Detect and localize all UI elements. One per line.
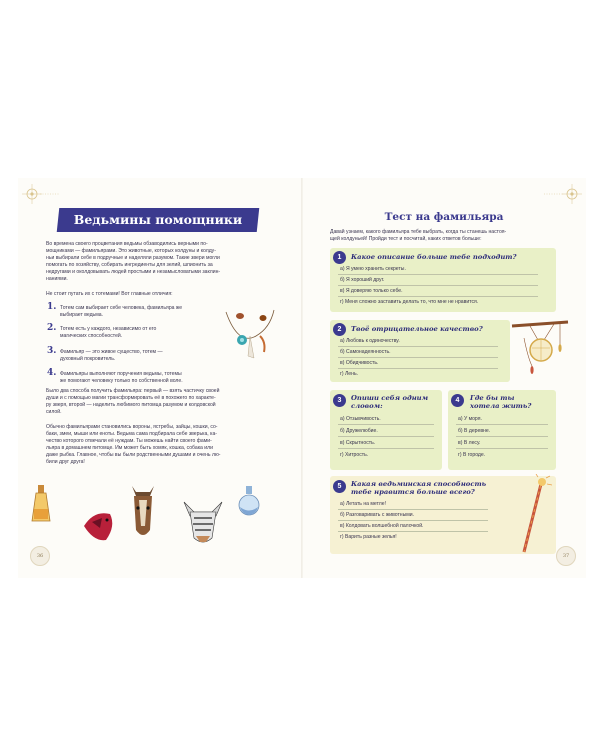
answer-option[interactable]: б) Самонадеянность. bbox=[340, 349, 391, 355]
answer-option[interactable]: в) Скрытность. bbox=[340, 440, 376, 446]
question-number: 5 bbox=[333, 480, 346, 493]
text-line: Тотем есть у каждого, независимо от его bbox=[60, 326, 157, 332]
text-line: Какая ведьминская способность bbox=[351, 480, 487, 488]
answer-option[interactable]: б) Дружелюбие. bbox=[340, 428, 378, 434]
divider bbox=[456, 448, 548, 449]
amulet-illustration bbox=[218, 306, 280, 364]
answer-option[interactable]: б) В деревне. bbox=[458, 428, 491, 434]
left-intro bbox=[46, 241, 286, 284]
text-line: хотела жить? bbox=[470, 402, 532, 410]
text-line: души и с помощью магии трансформировать её в похожего по характе- bbox=[46, 395, 216, 402]
answer-option[interactable]: а) Отзывчивость. bbox=[340, 416, 381, 422]
text-line: баки, змеи, мыши или еноты. Ведьма сама подбирала себе зверька, ка- bbox=[46, 431, 217, 438]
diff-number: 1. bbox=[47, 302, 57, 312]
divider bbox=[338, 448, 434, 449]
text-line: Тотем сам выбирает себе человека, фамильяра же bbox=[60, 305, 183, 311]
divider bbox=[338, 424, 434, 425]
left-page bbox=[18, 178, 302, 578]
question-number: 1 bbox=[333, 251, 346, 264]
answer-option[interactable]: в) Обидчивость. bbox=[340, 360, 379, 366]
text-line: льяра в домашнем питомце. Им может быть хомяк, кошка, собака или bbox=[46, 445, 213, 452]
text-line: даже рыбка. Главное, чтобы вы были родственными душами и очень лю- bbox=[46, 452, 221, 459]
dreamcatcher-illustration bbox=[510, 318, 570, 382]
text-line: Опиши себя одним bbox=[351, 394, 429, 402]
question-title: Твоё отрицательное качество? bbox=[351, 325, 483, 333]
divider bbox=[338, 357, 498, 358]
answer-option[interactable]: г) Меня сложно заставить делать то, что мне не нравится. bbox=[340, 299, 479, 305]
divider bbox=[338, 520, 488, 521]
book-spread bbox=[18, 178, 586, 578]
text-line: недругами и околдовывать людей простыми и незамысловатыми заклин- bbox=[46, 269, 221, 276]
answer-option[interactable]: в) Колдовать волшебной палочкой. bbox=[340, 523, 424, 529]
left-page-number: 36 bbox=[30, 546, 50, 566]
star-ornament-icon bbox=[22, 180, 62, 220]
answer-option[interactable]: а) Любовь к одиночеству. bbox=[340, 338, 400, 344]
text-line: же помогают человеку только по собственной воле. bbox=[60, 378, 183, 385]
text-line: Было два способа получить фамильяра: первый — взять частичку своей bbox=[46, 388, 220, 394]
divider bbox=[338, 436, 434, 437]
question-title bbox=[470, 394, 554, 410]
right-title: Тест на фамильяра bbox=[384, 211, 504, 223]
answer-option[interactable]: а) Я умею хранить секреты. bbox=[340, 266, 406, 272]
text-line: Обычно фамильярами становились вороны, ястребы, зайцы, кошки, со- bbox=[46, 424, 218, 430]
divider bbox=[456, 436, 548, 437]
question-title bbox=[351, 480, 521, 496]
divider bbox=[338, 285, 538, 286]
zebra-mask-icon bbox=[178, 496, 228, 546]
text-line: словом: bbox=[351, 402, 383, 410]
divider bbox=[338, 368, 498, 369]
diff-number: 4. bbox=[47, 368, 57, 378]
text-line: выбирает ведьма. bbox=[60, 312, 103, 319]
text-line: духовный покровитель. bbox=[60, 356, 116, 363]
potion-bottle-icon bbox=[30, 483, 52, 525]
text-line: щей колдуньей! Пройди тест и посчитай, каких ответов больше: bbox=[330, 236, 482, 243]
left-title: Ведьмины помощники bbox=[73, 212, 243, 227]
question-title bbox=[351, 394, 441, 410]
text-line: били друг друга! bbox=[46, 459, 85, 466]
divider bbox=[338, 531, 488, 532]
bird-icon bbox=[80, 506, 120, 546]
diff-item bbox=[60, 349, 210, 363]
text-line: Во времена своего процветания ведьмы обзаводились верными по- bbox=[46, 241, 208, 247]
text-line: силой. bbox=[46, 409, 62, 416]
text-line: ру зверя, второй — наделить любимого питомца разумом и колдовской bbox=[46, 402, 216, 409]
diff-number: 3. bbox=[47, 346, 57, 356]
divider bbox=[338, 296, 538, 297]
text-line: ньи выбирали себе в подручные и наделяли разумом. Такие звери могли bbox=[46, 255, 220, 262]
divider bbox=[338, 346, 498, 347]
divider bbox=[338, 509, 488, 510]
left-warn: Не стоит путать их с тотемами! Вот главные отличия: bbox=[46, 291, 173, 297]
text-line: наниями. bbox=[46, 276, 68, 283]
text-line: помогать по хозяйству, собирать ингредиенты для зелий, шпионить за bbox=[46, 262, 213, 269]
question-number: 2 bbox=[333, 323, 346, 336]
question-title: Какое описание больше тебе подходит? bbox=[351, 253, 517, 261]
text-line: чество которого отвечали её нуждам. Ты можешь найти своего фами- bbox=[46, 438, 212, 445]
magic-wand-icon bbox=[514, 474, 554, 556]
right-page bbox=[302, 178, 586, 578]
answer-option[interactable]: а) Летать на метле! bbox=[340, 501, 387, 507]
right-page-number: 37 bbox=[556, 546, 576, 566]
diff-number: 2. bbox=[47, 323, 57, 333]
potion-flask-icon bbox=[236, 484, 262, 518]
text-line: мощниками — фамильярами. Это животные, которых колдуны и колду- bbox=[46, 248, 216, 255]
answer-option[interactable]: г) Лень. bbox=[340, 371, 359, 377]
text-line: Фамильяр — это живое существо, тотем — bbox=[60, 349, 163, 355]
answer-option[interactable]: б) Я хороший друг. bbox=[340, 277, 385, 283]
diff-item bbox=[60, 305, 210, 319]
question-number: 3 bbox=[333, 394, 346, 407]
answer-option[interactable]: г) В городе. bbox=[458, 452, 486, 458]
diff-item bbox=[60, 326, 210, 340]
left-para3 bbox=[46, 424, 286, 467]
question-number: 4 bbox=[451, 394, 464, 407]
text-line: Давай узнаем, какого фамильяра тебе выбрать, когда ты станешь настоя- bbox=[330, 229, 507, 235]
divider bbox=[456, 424, 548, 425]
answer-option[interactable]: г) Хитрость. bbox=[340, 452, 369, 458]
answer-option[interactable]: в) Я доверяю только себе. bbox=[340, 288, 403, 294]
text-line: Где бы ты bbox=[470, 394, 515, 402]
divider bbox=[338, 274, 538, 275]
text-line: тебе нравится больше всего? bbox=[351, 488, 475, 496]
left-title-banner bbox=[57, 208, 260, 232]
right-intro bbox=[330, 229, 570, 243]
answer-option[interactable]: в) В лесу. bbox=[458, 440, 481, 446]
left-para2 bbox=[46, 388, 286, 416]
text-line: магических способностей. bbox=[60, 333, 123, 340]
text-line: Фамильяры выполняют поручения ведьмы, тотемы bbox=[60, 371, 182, 377]
answer-option[interactable]: б) Разговаривать с животными. bbox=[340, 512, 415, 518]
answer-option[interactable]: г) Варить разные зелья! bbox=[340, 534, 397, 540]
diff-item bbox=[60, 371, 250, 385]
answer-option[interactable]: а) У моря. bbox=[458, 416, 482, 422]
horse-mask-icon bbox=[126, 482, 160, 542]
